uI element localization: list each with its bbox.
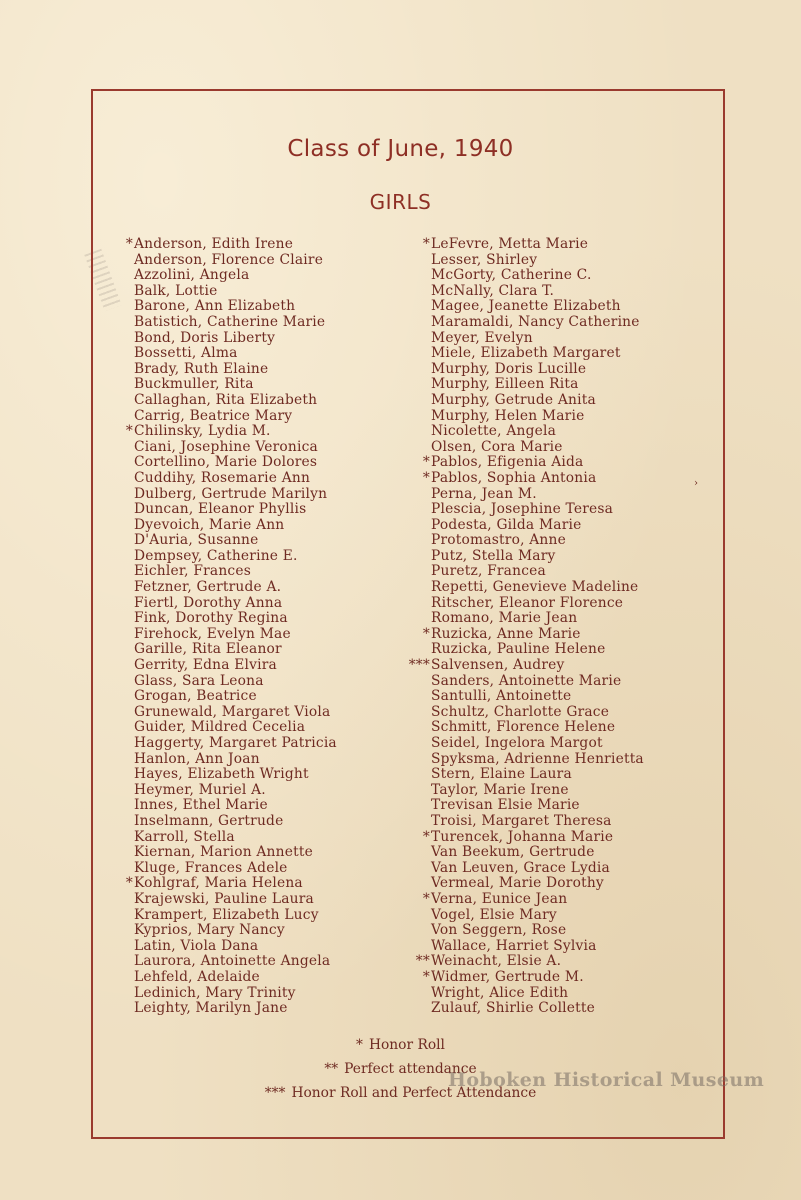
student-name: Dyevoich, Marie Ann (134, 516, 285, 533)
student-name: Lehfeld, Adelaide (134, 968, 260, 985)
student-name: Troisi, Margaret Theresa (431, 812, 612, 829)
student-name: Plescia, Josephine Teresa (431, 501, 614, 518)
honor-mark: *** (408, 657, 430, 674)
student-name: McNally, Clara T. (431, 282, 555, 299)
student-entry (134, 533, 337, 549)
student-name: Kyprios, Mary Nancy (134, 922, 285, 939)
student-entry (134, 564, 337, 580)
student-entry (134, 268, 337, 284)
student-entry (134, 299, 337, 315)
student-name: Fetzner, Gertrude A. (134, 579, 282, 596)
student-name: Fink, Dorothy Regina (134, 610, 288, 627)
student-name: Vermeal, Marie Dorothy (431, 875, 604, 892)
student-entry (134, 580, 337, 596)
student-entry (422, 469, 644, 487)
student-name: Murphy, Helen Marie (431, 407, 585, 424)
student-entry (431, 845, 644, 861)
student-name: Latin, Viola Dana (134, 937, 259, 954)
student-entry (134, 346, 337, 362)
student-entry (415, 953, 644, 970)
student-name: Firehock, Evelyn Mae (134, 625, 291, 642)
student-name: Protomastro, Anne (431, 532, 566, 549)
student-entry (431, 939, 644, 955)
student-name: Anderson, Edith Irene (134, 236, 294, 252)
student-entry (134, 596, 337, 612)
student-name: Wright, Alice Edith (431, 984, 569, 1001)
student-entry (134, 923, 337, 939)
student-entry (134, 455, 337, 471)
student-name: Zulauf, Shirlie Collette (431, 1000, 596, 1017)
student-entry (134, 1001, 337, 1017)
student-name: Pablos, Efigenia Aida (431, 454, 584, 471)
student-entry (431, 923, 644, 939)
student-entry (134, 674, 337, 690)
student-name: LeFevre, Metta Marie (431, 236, 589, 252)
student-entry (431, 362, 644, 378)
student-name: Ciani, Josephine Veronica (134, 438, 318, 455)
honor-mark: * (422, 469, 430, 486)
student-entry (431, 331, 644, 347)
student-name: Haggerty, Margaret Patricia (134, 735, 337, 751)
student-name: Dulberg, Gertrude Marilyn (134, 485, 328, 502)
student-entry (408, 657, 644, 674)
student-name: Repetti, Genevieve Madeline (431, 579, 639, 596)
student-entry (431, 518, 644, 534)
student-name: Murphy, Doris Lucille (431, 360, 587, 377)
student-entry (134, 970, 337, 986)
student-entry (134, 518, 337, 534)
student-entry (431, 564, 644, 580)
student-entry (134, 471, 337, 487)
honor-mark: * (125, 236, 133, 252)
student-name: Barone, Ann Elizabeth (134, 298, 296, 315)
student-name: Seidel, Ingelora Margot (431, 735, 603, 751)
student-name: Von Seggern, Rose (431, 922, 567, 939)
student-name: Grogan, Beatrice (134, 688, 257, 705)
student-name: Van Leuven, Grace Lydia (431, 859, 610, 876)
student-name: Krajewski, Pauline Laura (134, 890, 314, 907)
student-entry (134, 783, 337, 799)
student-name: Nicolette, Angela (431, 423, 557, 440)
student-entry (422, 236, 644, 253)
student-entry (422, 968, 644, 986)
student-entry (431, 377, 644, 393)
student-name: Weinacht, Elsie A. (431, 953, 562, 970)
student-entry (431, 299, 644, 315)
student-name: Kluge, Frances Adele (134, 859, 288, 876)
student-entry (134, 861, 337, 877)
student-entry (431, 861, 644, 877)
student-name: Heymer, Muriel A. (134, 781, 266, 798)
student-name: Pablos, Sophia Antonia (431, 469, 597, 486)
museum-watermark: Hoboken Historical Museum (448, 1069, 765, 1091)
student-entry (134, 611, 337, 627)
student-entry (431, 705, 644, 721)
student-entry (134, 767, 337, 783)
student-name: Sanders, Antoinette Marie (431, 672, 622, 689)
student-name: Kohlgraf, Maria Helena (134, 875, 303, 892)
student-name: Bossetti, Alma (134, 345, 238, 362)
honor-mark: * (125, 423, 133, 440)
student-entry (134, 409, 337, 425)
student-name: Miele, Elizabeth Margaret (431, 345, 621, 362)
student-name: Glass, Sara Leona (134, 672, 264, 689)
student-name: Brady, Ruth Elaine (134, 360, 269, 377)
honor-mark: * (422, 968, 430, 985)
student-name: Garille, Rita Eleanor (134, 641, 282, 658)
student-name: Leighty, Marilyn Jane (134, 1000, 288, 1017)
student-entry (134, 798, 337, 814)
student-name: Cuddihy, Rosemarie Ann (134, 469, 311, 486)
student-entry (431, 409, 644, 425)
student-entry (431, 689, 644, 705)
student-entry (134, 362, 337, 378)
honor-mark: ** (415, 953, 430, 970)
student-entry (431, 986, 644, 1002)
student-entry (134, 487, 337, 503)
student-name: Kiernan, Marion Annette (134, 844, 313, 861)
student-entry (134, 331, 337, 347)
student-entry (134, 440, 337, 456)
student-entry (134, 642, 337, 658)
section-heading: GIRLS (369, 190, 432, 214)
student-name: Duncan, Eleanor Phyllis (134, 501, 307, 518)
student-name: Podesta, Gilda Marie (431, 516, 582, 533)
student-name: Batistich, Catherine Marie (134, 313, 326, 330)
student-name: Verna, Eunice Jean (431, 890, 568, 907)
legend-symbol: *** (264, 1085, 286, 1101)
student-name: Romano, Marie Jean (431, 610, 578, 627)
student-name: Meyer, Evelyn (431, 329, 533, 346)
student-name: Gerrity, Edna Elvira (134, 657, 277, 674)
student-entry (431, 440, 644, 456)
student-entry (431, 876, 644, 892)
student-entry (431, 720, 644, 736)
student-entry (431, 580, 644, 596)
student-name: Magee, Jeanette Elizabeth (431, 298, 621, 315)
student-entry (134, 939, 337, 955)
student-name: Dempsey, Catherine E. (134, 547, 298, 564)
student-entry (431, 783, 644, 799)
student-name: Murphy, Eilleen Rita (431, 376, 579, 393)
student-entry (431, 268, 644, 284)
student-name: Widmer, Gertrude M. (431, 968, 584, 985)
student-entry (125, 423, 337, 440)
student-entry (431, 596, 644, 612)
student-name: Salvensen, Audrey (431, 657, 565, 674)
student-entry (134, 627, 337, 643)
student-entry (134, 845, 337, 861)
student-name: Grunewald, Margaret Viola (134, 703, 331, 720)
student-name: Putz, Stella Mary (431, 547, 556, 564)
student-name: Van Beekum, Gertrude (431, 844, 595, 861)
honor-mark: * (422, 625, 430, 642)
honor-mark: * (422, 890, 430, 907)
legend-symbol: * (356, 1037, 363, 1053)
student-name: Stern, Elaine Laura (431, 766, 572, 783)
student-name: Karroll, Stella (134, 828, 235, 845)
student-entry (431, 393, 644, 409)
honor-mark: * (422, 828, 430, 845)
student-name: Hayes, Elizabeth Wright (134, 766, 309, 783)
student-name: Chilinsky, Lydia M. (134, 423, 271, 440)
student-name: Bond, Doris Liberty (134, 329, 276, 346)
student-entry (134, 549, 337, 565)
margin-tick-mark: › (694, 478, 698, 489)
student-entry (422, 454, 644, 471)
student-name: Ritscher, Eleanor Florence (431, 594, 624, 611)
student-name: Cortellino, Marie Dolores (134, 454, 318, 471)
right-name-column (408, 236, 644, 1017)
student-name: Guider, Mildred Cecelia (134, 719, 306, 736)
student-entry (431, 487, 644, 503)
student-entry (431, 611, 644, 627)
student-entry (431, 674, 644, 690)
student-name: Puretz, Francea (431, 563, 546, 580)
student-entry (134, 736, 337, 752)
student-name: Ledinich, Mary Trinity (134, 984, 296, 1001)
student-name: McGorty, Catherine C. (431, 267, 592, 284)
student-name: Eichler, Frances (134, 563, 251, 580)
student-name: Anderson, Florence Claire (134, 251, 324, 268)
student-name: Carrig, Beatrice Mary (134, 407, 293, 424)
student-entry (422, 828, 644, 846)
student-entry (134, 393, 337, 409)
student-entry (431, 814, 644, 830)
student-entry (431, 315, 644, 331)
honor-mark: * (422, 236, 430, 252)
student-name: D'Auria, Susanne (134, 532, 259, 549)
student-name: Vogel, Elsie Mary (431, 906, 557, 923)
student-name: Murphy, Getrude Anita (431, 391, 596, 408)
student-name: Trevisan Elsie Marie (431, 797, 580, 814)
student-name: Hanlon, Ann Joan (134, 750, 260, 767)
student-entry (431, 533, 644, 549)
legend-text: Honor Roll (368, 1037, 445, 1053)
student-entry (134, 892, 337, 908)
student-entry (431, 284, 644, 300)
student-entry (134, 377, 337, 393)
student-name: Fiertl, Dorothy Anna (134, 594, 283, 611)
student-name: Lesser, Shirley (431, 251, 538, 268)
student-entry (134, 954, 337, 970)
student-entry (125, 236, 337, 253)
student-name: Maramaldi, Nancy Catherine (431, 313, 640, 330)
student-entry (431, 502, 644, 518)
honor-mark: * (125, 875, 133, 892)
student-name: Ruzicka, Pauline Helene (431, 641, 606, 658)
student-name: Wallace, Harriet Sylvia (431, 937, 597, 954)
student-name: Ruzicka, Anne Marie (431, 625, 581, 642)
student-name: Santulli, Antoinette (431, 688, 572, 705)
student-entry (134, 502, 337, 518)
student-name: Inselmann, Gertrude (134, 812, 284, 829)
student-entry (431, 346, 644, 362)
student-entry (134, 253, 337, 269)
student-name: Azzolini, Angela (134, 267, 250, 284)
student-entry (134, 284, 337, 300)
honor-mark: * (422, 454, 430, 471)
student-entry (134, 986, 337, 1002)
student-name: Balk, Lottie (134, 282, 218, 299)
student-entry (431, 767, 644, 783)
student-entry (134, 315, 337, 331)
legend-text: Honor Roll and Perfect Attendance (291, 1085, 537, 1101)
student-name: Perna, Jean M. (431, 485, 537, 502)
student-entry (431, 908, 644, 924)
student-name: Innes, Ethel Marie (134, 797, 268, 814)
student-entry (431, 642, 644, 658)
student-entry (431, 736, 644, 752)
student-entry (134, 720, 337, 736)
student-entry (134, 752, 337, 768)
legend-text: Perfect attendance (344, 1061, 477, 1077)
student-name: Taylor, Marie Irene (431, 781, 569, 798)
student-entry (431, 752, 644, 768)
student-name: Laurora, Antoinette Angela (134, 953, 331, 970)
student-entry (422, 625, 644, 643)
left-name-column (125, 236, 337, 1017)
student-entry (422, 890, 644, 908)
student-name: Turencek, Johanna Marie (431, 828, 614, 845)
student-name: Olsen, Cora Marie (431, 438, 563, 455)
legend-symbol: ** (324, 1061, 339, 1077)
student-entry (134, 830, 337, 846)
student-entry (431, 1001, 644, 1017)
student-entry (431, 253, 644, 269)
student-entry (431, 798, 644, 814)
student-entry (134, 658, 337, 674)
student-entry (134, 814, 337, 830)
student-entry (134, 689, 337, 705)
legend-item (0, 1033, 801, 1057)
student-name: Schmitt, Florence Helene (431, 719, 616, 736)
student-name: Schultz, Charlotte Grace (431, 703, 610, 720)
student-entry (125, 875, 337, 892)
student-name: Krampert, Elizabeth Lucy (134, 906, 319, 923)
student-entry (431, 549, 644, 565)
page-title: Class of June, 1940 (287, 136, 514, 162)
student-name: Callaghan, Rita Elizabeth (134, 391, 318, 408)
student-entry (431, 424, 644, 440)
student-name: Buckmuller, Rita (134, 376, 254, 393)
student-name: Spyksma, Adrienne Henrietta (431, 750, 644, 767)
student-entry (134, 705, 337, 721)
student-entry (134, 908, 337, 924)
